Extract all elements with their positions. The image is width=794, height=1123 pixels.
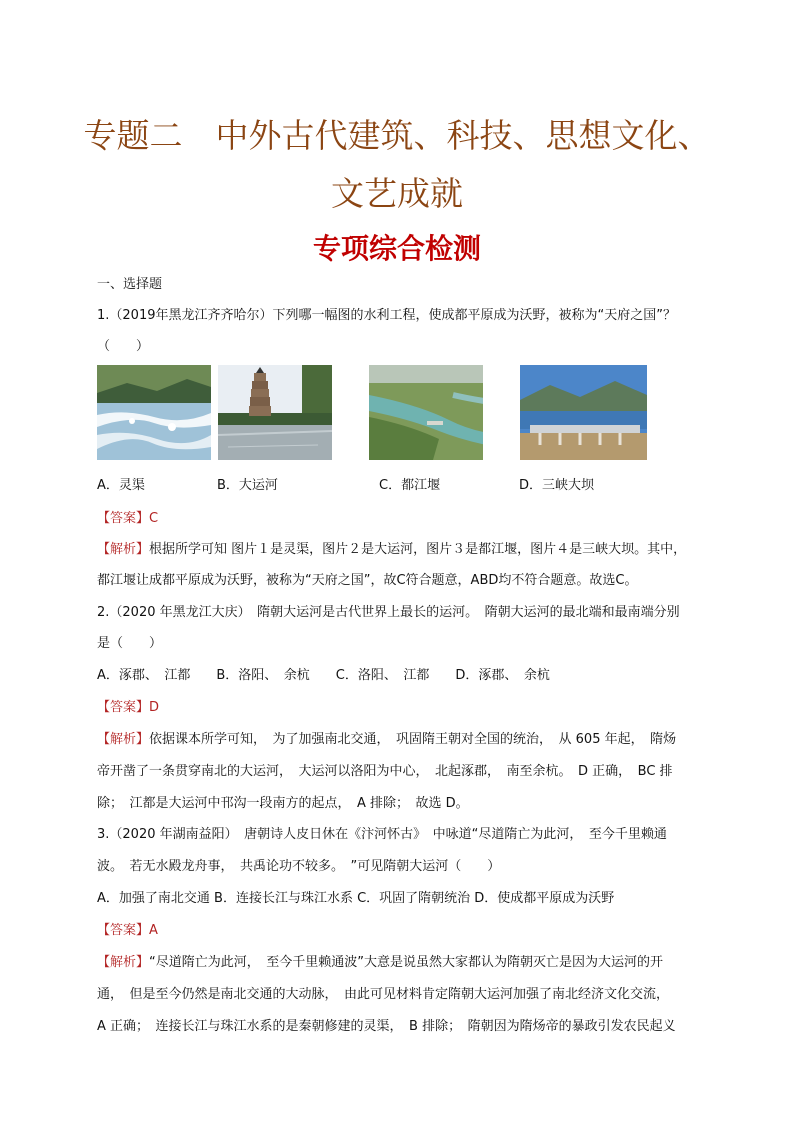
pagoda-canal-photo — [218, 365, 332, 460]
dujiangyan-aerial-photo — [369, 365, 483, 460]
q3-analysis-line3: A 正确； 连接长江与珠江水系的是秦朝修建的灵渠， B 排除； 隋朝因为隋炀帝的暴政引发农民起义 — [97, 1019, 676, 1034]
analysis-tag: 【解析】 — [97, 732, 150, 747]
answer-tag: 【答案】 — [97, 511, 150, 526]
q1-options — [97, 474, 697, 492]
analysis-tag: 【解析】 — [97, 955, 150, 970]
document-title-line1: 专题二 中外古代建筑、科技、思想文化、 — [83, 116, 711, 155]
document-title-line2: 文艺成就 — [331, 174, 463, 213]
q1-blank: （ ） — [97, 339, 150, 354]
q1-option-a: A．灵渠 — [97, 478, 145, 493]
q3-stem-line1: 3.（2020 年湖南益阳） 唐朝诗人皮日休在《汴河怀古》 中咏道“尽道隋亡为此河， 至今千里赖通 — [97, 827, 667, 842]
q3-analysis-line1 — [97, 951, 663, 970]
analysis-text: 根据所学可知 图片１是灵渠，图片２是大运河，图片３是都江堰，图片４是三峡大坝。其中， — [149, 542, 687, 557]
analysis-text: 依据课本所学可知， 为了加强南北交通， 巩固隋王朝对全国的统治， 从 605 年起， 隋炀 — [149, 732, 677, 747]
q1-option-c: C．都江堰 — [379, 478, 441, 493]
q3-options: A．加强了南北交通 B．连接长江与珠江水系 C．巩固了隋朝统治 D．使成都平原成为沃野 — [97, 891, 615, 906]
answer-value: A — [149, 923, 158, 938]
answer-value: C — [149, 511, 159, 526]
q1-stem: 1.（2019年黑龙江齐齐哈尔）下列哪一幅图的水利工程，使成都平原成为沃野，被称为“天府之国”？ — [97, 308, 676, 323]
q1-analysis-line2: 都江堰让成都平原成为沃野，被称为“天府之国”，故C符合题意，ABD均不符合题意。故选C。 — [97, 573, 638, 588]
q1-answer — [97, 507, 158, 526]
q3-stem-line2: 波。 若无水殿龙舟事， 共禹论功不较多。 ”可见隋朝大运河（ ） — [97, 859, 501, 874]
section-heading: 一、选择题 — [97, 277, 163, 292]
q3-analysis-line2: 通， 但是至今仍然是南北交通的大动脉， 由此可见材料肯定隋朝大运河加强了南北经济文化交流， — [97, 987, 670, 1002]
answer-tag: 【答案】 — [97, 700, 150, 715]
analysis-text: “尽道隋亡为此河， 至今千里赖通波”大意是说虽然大家都认为隋朝灭亡是因为大运河的开 — [149, 955, 663, 970]
q1-analysis-line1 — [97, 538, 686, 557]
three-gorges-dam-photo — [520, 365, 647, 460]
waterfall-photo — [97, 365, 211, 460]
q2-stem-line2: 是（ ） — [97, 636, 163, 651]
q2-analysis-line1 — [97, 728, 676, 747]
document-subtitle: 专项综合检测 — [312, 232, 481, 265]
q2-answer — [97, 696, 159, 715]
q2-analysis-line2: 帝开凿了一条贯穿南北的大运河， 大运河以洛阳为中心， 北起涿郡， 南至余杭。 D 正确， BC 排 — [97, 764, 673, 779]
q1-option-b: B．大运河 — [217, 478, 278, 493]
q2-analysis-line3: 除； 江都是大运河中邗沟一段南方的起点， A 排除； 故选 D。 — [97, 796, 469, 811]
q1-image-row — [97, 365, 657, 460]
q1-option-d: D．三峡大坝 — [519, 478, 595, 493]
q3-answer — [97, 919, 158, 938]
q2-stem-line1: 2.（2020 年黑龙江大庆） 隋朝大运河是古代世界上最长的运河。 隋朝大运河的最北端和最南端分别 — [97, 605, 680, 620]
answer-tag: 【答案】 — [97, 923, 150, 938]
q2-options: A．涿郡、 江都 B．洛阳、 余杭 C．洛阳、 江都 D．涿郡、 余杭 — [97, 668, 550, 683]
analysis-tag: 【解析】 — [97, 542, 150, 557]
answer-value: D — [149, 700, 160, 715]
